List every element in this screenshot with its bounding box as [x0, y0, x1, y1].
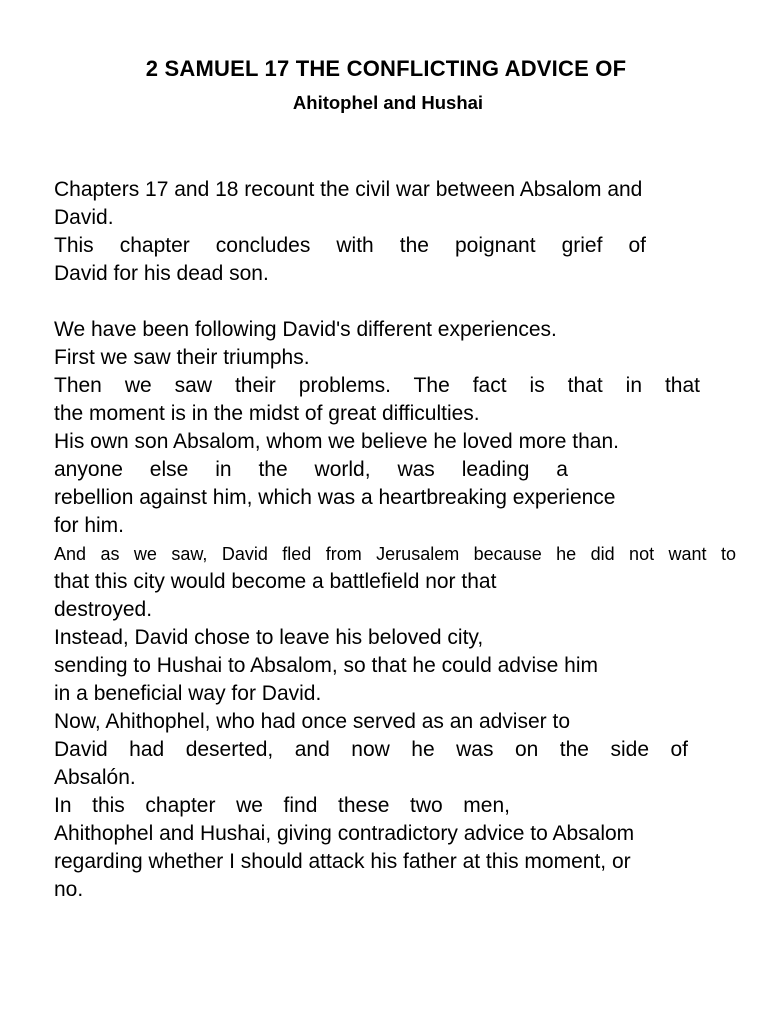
- text-line: Instead, David chose to leave his beloved city,: [54, 626, 484, 649]
- text-line: We have been following David's different experiences.: [54, 318, 557, 341]
- text-line: In this chapter we find these two men,: [54, 794, 510, 817]
- text-line: Absalón.: [54, 766, 136, 789]
- text-line: sending to Hushai to Absalom, so that he could advise him: [54, 654, 598, 677]
- text-line: anyone else in the world, was leading a: [54, 458, 568, 481]
- text-line: First we saw their triumphs.: [54, 346, 310, 369]
- paragraph-2: [54, 316, 768, 904]
- text-line: Then we saw their problems. The fact is that in that: [54, 374, 700, 397]
- text-line: destroyed.: [54, 598, 153, 621]
- text-line: David for his dead son.: [54, 262, 269, 285]
- paragraph-gap: [54, 288, 768, 316]
- text-line: for him.: [54, 514, 125, 537]
- text-line: rebellion against him, which was a heartbreaking experience: [54, 486, 616, 509]
- text-line: David.: [54, 206, 114, 229]
- text-line: This chapter concludes with the poignant grief of: [54, 234, 646, 257]
- text-line: in a beneficial way for David.: [54, 682, 322, 705]
- text-line: regarding whether I should attack his father at this moment, or: [54, 850, 631, 873]
- document-body: [54, 176, 768, 904]
- text-line: that this city would become a battlefield nor that: [54, 570, 497, 593]
- paragraph-1: [54, 176, 768, 288]
- text-line: the moment is in the midst of great difficulties.: [54, 402, 480, 425]
- text-line: Chapters 17 and 18 recount the civil war between Absalom and: [54, 178, 643, 201]
- text-line: David had deserted, and now he was on the side of: [54, 738, 688, 761]
- document-title: 2 SAMUEL 17 THE CONFLICTING ADVICE OF: [145, 56, 627, 81]
- text-line: Ahithophel and Hushai, giving contradictory advice to Absalom: [54, 822, 635, 845]
- text-line: And as we saw, David fled from Jerusalem because he did not want to: [54, 544, 736, 564]
- document-subtitle: Ahitophel and Hushai: [292, 92, 484, 113]
- text-line: Now, Ahithophel, who had once served as an adviser to: [54, 710, 570, 733]
- text-line: His own son Absalom, whom we believe he loved more than.: [54, 430, 619, 453]
- text-line: no.: [54, 878, 84, 901]
